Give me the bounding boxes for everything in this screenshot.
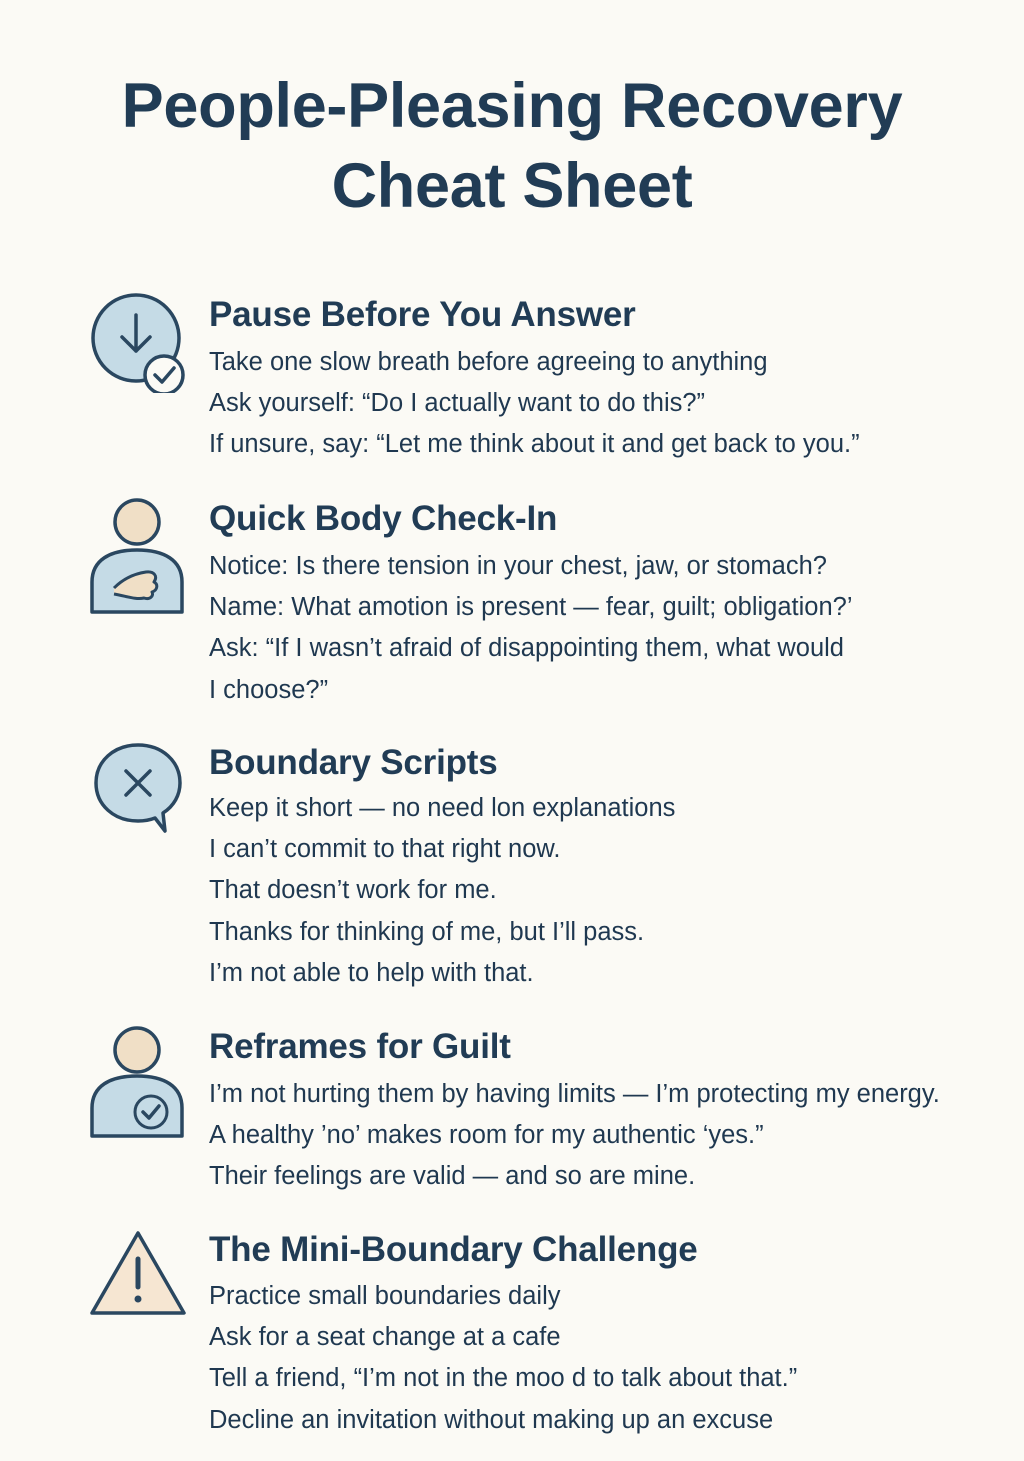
pause-arrow-check-icon: [88, 293, 188, 393]
section-lines: [209, 1276, 1009, 1441]
section-lines: [209, 1074, 1009, 1198]
section-heading: The Mini-Boundary Challenge: [209, 1230, 698, 1269]
list-item: Ask for a seat change at a cafe: [209, 1323, 561, 1352]
list-item: That doesn’t work for me.: [209, 876, 497, 905]
list-item: Name: What amotion is present — fear, guilt; obligation?’: [209, 593, 853, 622]
list-item: Decline an invitation without making up an excuse: [209, 1405, 774, 1434]
section-lines: [209, 788, 1009, 994]
list-item: Keep it short — no need lon explanations: [209, 794, 676, 822]
list-item: Ask yourself: “Do I actually want to do this?”: [209, 389, 706, 418]
list-item: Tell a friend, “I’m not in the moo d to talk about that.”: [209, 1364, 798, 1393]
title-line-1: People-Pleasing Recovery: [121, 71, 903, 141]
person-checkmark-icon: [88, 1024, 188, 1124]
list-item: I’m not able to help with that.: [209, 958, 534, 987]
section-heading: Reframes for Guilt: [209, 1027, 511, 1066]
list-item: I choose?”: [209, 675, 329, 704]
list-item: I’m not hurting them by having limits — I’m protecting my energy.: [209, 1080, 940, 1108]
title-line-2: Cheat Sheet: [331, 151, 693, 221]
speech-bubble-x-icon: [88, 741, 188, 841]
section-heading: Quick Body Check-In: [209, 499, 558, 538]
list-item: Take one slow breath before agreeing to anything: [209, 348, 768, 376]
list-item: Thanks for thinking of me, but I’ll pass.: [209, 917, 645, 946]
section-lines: [209, 342, 1009, 466]
list-item: Ask: “If I wasn’t afraid of disappointing them, what would: [209, 634, 844, 663]
list-item: If unsure, say: “Let me think about it and get back to you.”: [209, 430, 860, 459]
person-hand-on-chest-icon: [88, 496, 188, 596]
page-title: [0, 66, 1024, 226]
list-item: Notice: Is there tension in your chest, jaw, or stomach?: [209, 552, 827, 580]
list-item: Their feelings are valid — and so are mine.: [209, 1162, 696, 1191]
section-heading: Pause Before You Answer: [209, 295, 636, 334]
section-lines: [209, 546, 1009, 711]
section-heading: Boundary Scripts: [209, 743, 498, 782]
list-item: I can’t commit to that right now.: [209, 835, 561, 864]
list-item: A healthy ’no’ makes room for my authentic ‘yes.”: [209, 1121, 764, 1150]
warning-triangle-icon: [88, 1229, 188, 1329]
list-item: Practice small boundaries daily: [209, 1282, 561, 1310]
